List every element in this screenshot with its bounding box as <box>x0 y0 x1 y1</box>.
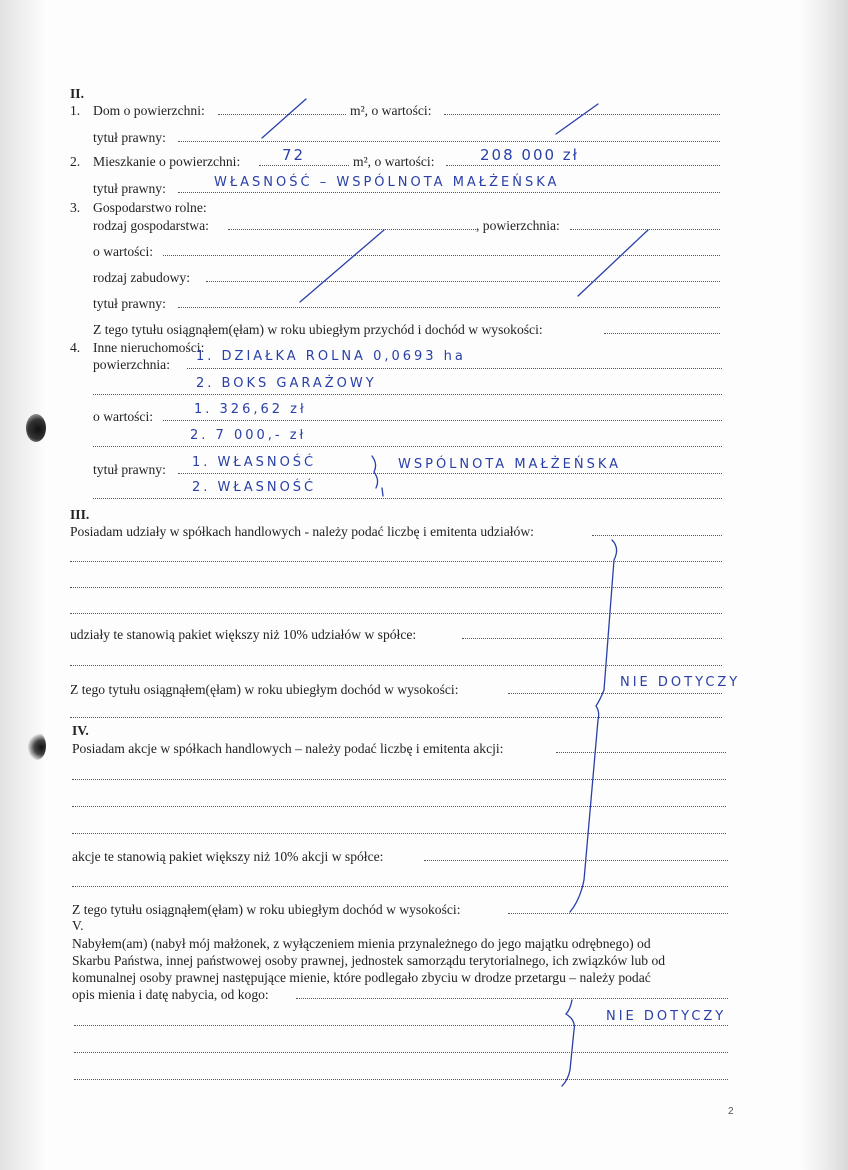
shares-income-field <box>508 693 722 694</box>
item-4-label: Inne nieruchomości: <box>93 340 205 355</box>
acquisition-field-3 <box>74 1052 728 1053</box>
flat-area-field <box>259 165 349 166</box>
stocks-income-label: Z tego tytułu osiągnąłem(ęłam) w roku ubiegłym dochód w wysokości: <box>72 902 461 917</box>
other-area-field-1 <box>187 368 722 369</box>
house-area-field <box>218 114 346 115</box>
other-value-handwritten-2: 2. 7 000,- zł <box>190 428 307 443</box>
stocks-package-label: akcje te stanowią pakiet większy niż 10% akcji w spółce: <box>72 849 384 864</box>
stocks-label: Posiadam akcje w spółkach handlowych – należy podać liczbę i emitenta akcji: <box>72 741 504 756</box>
punch-hole-bottom <box>28 732 46 760</box>
section-3-heading: III. <box>70 507 90 522</box>
item-2-label: Mieszkanie o powierzchni: <box>93 154 241 169</box>
item-4-number: 4. <box>70 340 81 355</box>
item-3-label: Gospodarstwo rolne: <box>93 200 207 215</box>
flat-title-field <box>178 192 720 193</box>
stocks-package-field-2 <box>72 886 728 887</box>
strike-farm-left <box>300 230 384 302</box>
item-2-unit: m², o wartości: <box>353 154 435 169</box>
acquisition-text-line-2: Skarbu Państwa, innej państwowej osoby prawnej, jednostek samorządu terytorialnego, ich związków lub od <box>72 953 666 968</box>
acquisition-not-applicable-handwritten: NIE DOTYCZY <box>606 1009 727 1024</box>
farm-title-label: tytuł prawny: <box>93 296 166 311</box>
other-area-label: powierzchnia: <box>93 357 170 372</box>
item-1-unit: m², o wartości: <box>350 103 432 118</box>
other-title-handwritten-right: WSPÓLNOTA MAŁŻEŃSKA <box>398 457 622 472</box>
farm-income-label: Z tego tytułu osiągnąłem(ęłam) w roku ubiegłym przychód i dochód w wysokości: <box>93 322 543 337</box>
shares-field-2 <box>70 561 722 562</box>
item-1-label: Dom o powierzchni: <box>93 103 205 118</box>
other-title-handwritten-2: 2. WŁASNOŚĆ <box>192 480 317 495</box>
shares-field-4 <box>70 613 722 614</box>
strike-farm-right <box>578 230 648 296</box>
shares-not-applicable-handwritten: NIE DOTYCZY <box>620 675 741 690</box>
shares-package-field-2 <box>70 665 722 666</box>
other-area-handwritten-2: 2. BOKS GARAŻOWY <box>196 376 377 391</box>
acquisition-field-4 <box>74 1079 728 1080</box>
other-value-handwritten-1: 1. 326,62 zł <box>194 402 307 417</box>
section-4-heading: IV. <box>72 723 89 738</box>
other-value-field-2 <box>93 446 722 447</box>
item-2-number: 2. <box>70 154 81 169</box>
shares-package-field <box>462 638 722 639</box>
stocks-field-4 <box>72 833 726 834</box>
section-5-brace <box>562 1000 574 1086</box>
stocks-field-1 <box>556 752 726 753</box>
strike-house-area <box>262 99 306 138</box>
farm-area-label: , powierzchnia: <box>476 218 560 233</box>
other-title-field-2 <box>93 498 722 499</box>
other-title-handwritten-1: 1. WŁASNOŚĆ <box>192 455 317 470</box>
item-1-number: 1. <box>70 103 81 118</box>
acquisition-text-line-1: Nabyłem(am) (nabył mój małżonek, z wyłączeniem mienia przynależnego do jego majątku odrębnego) od <box>72 936 651 951</box>
shares-field-3 <box>70 587 722 588</box>
acquisition-text-line-3: komunalnej osoby prawnej następujące mienie, które podlegało zbyciu w drodze przetargu – należy podać <box>72 970 651 985</box>
other-area-field-2 <box>93 394 722 395</box>
section-5-heading: V. <box>72 918 84 933</box>
farm-value-field <box>163 255 720 256</box>
flat-title-handwritten: WŁASNOŚĆ – WSPÓLNOTA MAŁŻEŃSKA <box>214 175 560 190</box>
farm-type-label: rodzaj gospodarstwa: <box>93 218 209 233</box>
section-2-heading: II. <box>70 86 84 101</box>
other-value-label: o wartości: <box>93 409 154 424</box>
other-area-handwritten-1: 1. DZIAŁKA ROLNA 0,0693 ha <box>196 349 466 364</box>
stocks-income-field <box>508 913 728 914</box>
stocks-field-2 <box>72 779 726 780</box>
flat-value-field <box>446 165 720 166</box>
house-title-field <box>178 141 720 142</box>
acquisition-text-line-4: opis mienia i datę nabycia, od kogo: <box>72 987 269 1002</box>
shares-field-1 <box>592 535 722 536</box>
punch-hole-top <box>26 414 46 442</box>
farm-area-field <box>570 229 720 230</box>
acquisition-field-2 <box>74 1025 728 1026</box>
page-number: 2 <box>728 1106 734 1117</box>
farm-type-field <box>228 229 476 230</box>
other-value-field-1 <box>163 420 722 421</box>
shares-label: Posiadam udziały w spółkach handlowych - należy podać liczbę i emitenta udziałów: <box>70 524 534 539</box>
farm-building-field <box>206 281 720 282</box>
stocks-field-3 <box>72 806 726 807</box>
item-2-title-label: tytuł prawny: <box>93 181 166 196</box>
farm-title-field <box>178 307 720 308</box>
farm-income-field <box>604 333 720 334</box>
flat-area-handwritten: 72 <box>282 146 306 164</box>
shares-income-label: Z tego tytułu osiągnąłem(ęłam) w roku ubiegłym dochód w wysokości: <box>70 682 459 697</box>
flat-value-handwritten: 208 000 zł <box>480 146 579 164</box>
section-3-4-brace <box>570 540 617 912</box>
other-title-label: tytuł prawny: <box>93 462 166 477</box>
shares-package-label: udziały te stanowią pakiet większy niż 10% udziałów w spółce: <box>70 627 417 642</box>
stocks-package-field <box>424 860 728 861</box>
other-title-field-1 <box>178 473 722 474</box>
title-brace <box>372 456 383 496</box>
right-edge-shadow <box>800 0 848 1170</box>
left-edge-shadow <box>0 0 46 1170</box>
strike-house-value <box>556 104 598 134</box>
item-3-number: 3. <box>70 200 81 215</box>
item-1-title-label: tytuł prawny: <box>93 130 166 145</box>
house-value-field <box>444 114 720 115</box>
shares-income-field-2 <box>70 717 722 718</box>
acquisition-field-1 <box>296 998 728 999</box>
farm-building-label: rodzaj zabudowy: <box>93 270 191 285</box>
farm-value-label: o wartości: <box>93 244 154 259</box>
